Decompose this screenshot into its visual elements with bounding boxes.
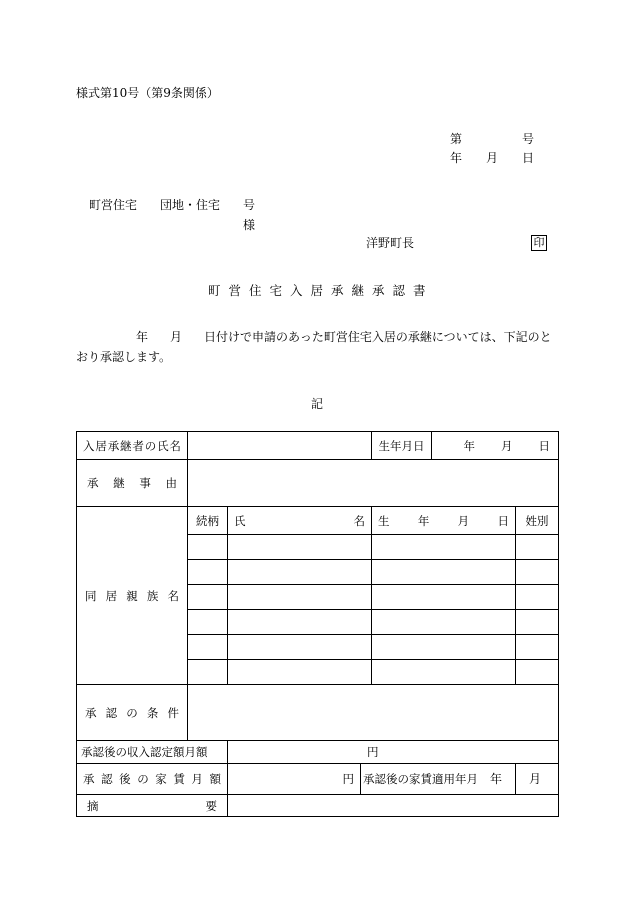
family-name-cell[interactable] [228,610,372,635]
body-rest: 日付けで申請のあった町営住宅入居の承継については、下記のとおり承認します。 [76,330,552,364]
sex-cell[interactable] [516,635,559,660]
birthdate-label: 生年月日 [372,432,432,460]
body-text [76,327,558,367]
family-birth-header: 生 年 月 日 [372,507,516,535]
rent-start-label: 承認後の家賃適用年月 [361,764,516,795]
relation-cell[interactable] [188,535,228,560]
approval-condition-label: 承 認 の 条 件 [77,685,188,741]
relation-cell[interactable] [188,610,228,635]
document-number-suffix: 号 [522,132,535,146]
income-label: 承認後の収入認定額月額 [77,741,228,764]
family-name-cell[interactable] [228,585,372,610]
seal-mark: 印 [531,235,547,251]
remarks-field[interactable] [228,795,559,817]
birth-year-unit: 年 [463,438,476,453]
succession-form-table [76,431,559,817]
addressee-sama: 様 [243,218,256,232]
family-name-cell[interactable] [228,535,372,560]
addressee-number: 号 [243,198,256,212]
family-birth-cell[interactable] [372,585,516,610]
family-name-cell[interactable] [228,560,372,585]
relation-cell[interactable] [188,635,228,660]
succession-reason-label: 承 継 事 由 [77,460,188,507]
successor-name-label [77,432,188,460]
sex-cell[interactable] [516,560,559,585]
relation-cell[interactable] [188,660,228,685]
sex-cell[interactable] [516,660,559,685]
rent-start-year-unit: 年 [490,772,503,786]
birth-month-unit: 月 [501,438,513,453]
family-name-header: 氏 名 [228,507,372,535]
relation-cell[interactable] [188,560,228,585]
document-number-prefix: 第 [450,132,463,146]
rent-field[interactable] [228,764,361,795]
rent-label: 承 認 後 の 家 賃 月 額 [77,764,228,795]
rent-unit: 円 [342,772,354,786]
addressee-housing: 町営住宅 [89,198,138,212]
sex-cell[interactable] [516,610,559,635]
family-name-cell[interactable] [228,635,372,660]
family-birth-cell[interactable] [372,610,516,635]
sex-cell[interactable] [516,585,559,610]
family-birth-cell[interactable] [372,635,516,660]
rent-start-month-unit: 月 [529,772,542,786]
body-year: 年 [136,330,149,344]
family-birth-cell[interactable] [372,535,516,560]
date-day: 日 [522,151,535,165]
birth-day-unit: 日 [538,438,551,453]
sex-cell[interactable] [516,535,559,560]
ki-heading: 記 [311,397,324,411]
date-month: 月 [486,151,499,165]
succession-reason-field[interactable] [188,460,559,507]
sex-header: 姓別 [516,507,559,535]
family-label: 同 居 親 族 名 [77,507,188,685]
form-number-label: 様式第10号（第9条関係） [76,86,219,100]
successor-label-chars: 入 居 承 継 者 の 氏 名 [83,438,181,453]
birthdate-field[interactable] [432,432,559,460]
family-birth-cell[interactable] [372,560,516,585]
remarks-label: 摘 要 [77,795,228,817]
family-name-cell[interactable] [228,660,372,685]
addressee-complex: 団地・住宅 [160,198,221,212]
body-month: 月 [170,330,183,344]
successor-name-field[interactable] [188,432,372,460]
relation-cell[interactable] [188,585,228,610]
income-field[interactable] [228,741,559,764]
family-birth-cell[interactable] [372,660,516,685]
relation-header: 続柄 [188,507,228,535]
document-title: 町営住宅入居承継承認書 [208,283,434,298]
issuer-name: 洋野町長 [366,236,415,250]
income-unit: 円 [367,745,379,759]
date-year: 年 [450,151,463,165]
approval-condition-field[interactable] [188,685,559,741]
